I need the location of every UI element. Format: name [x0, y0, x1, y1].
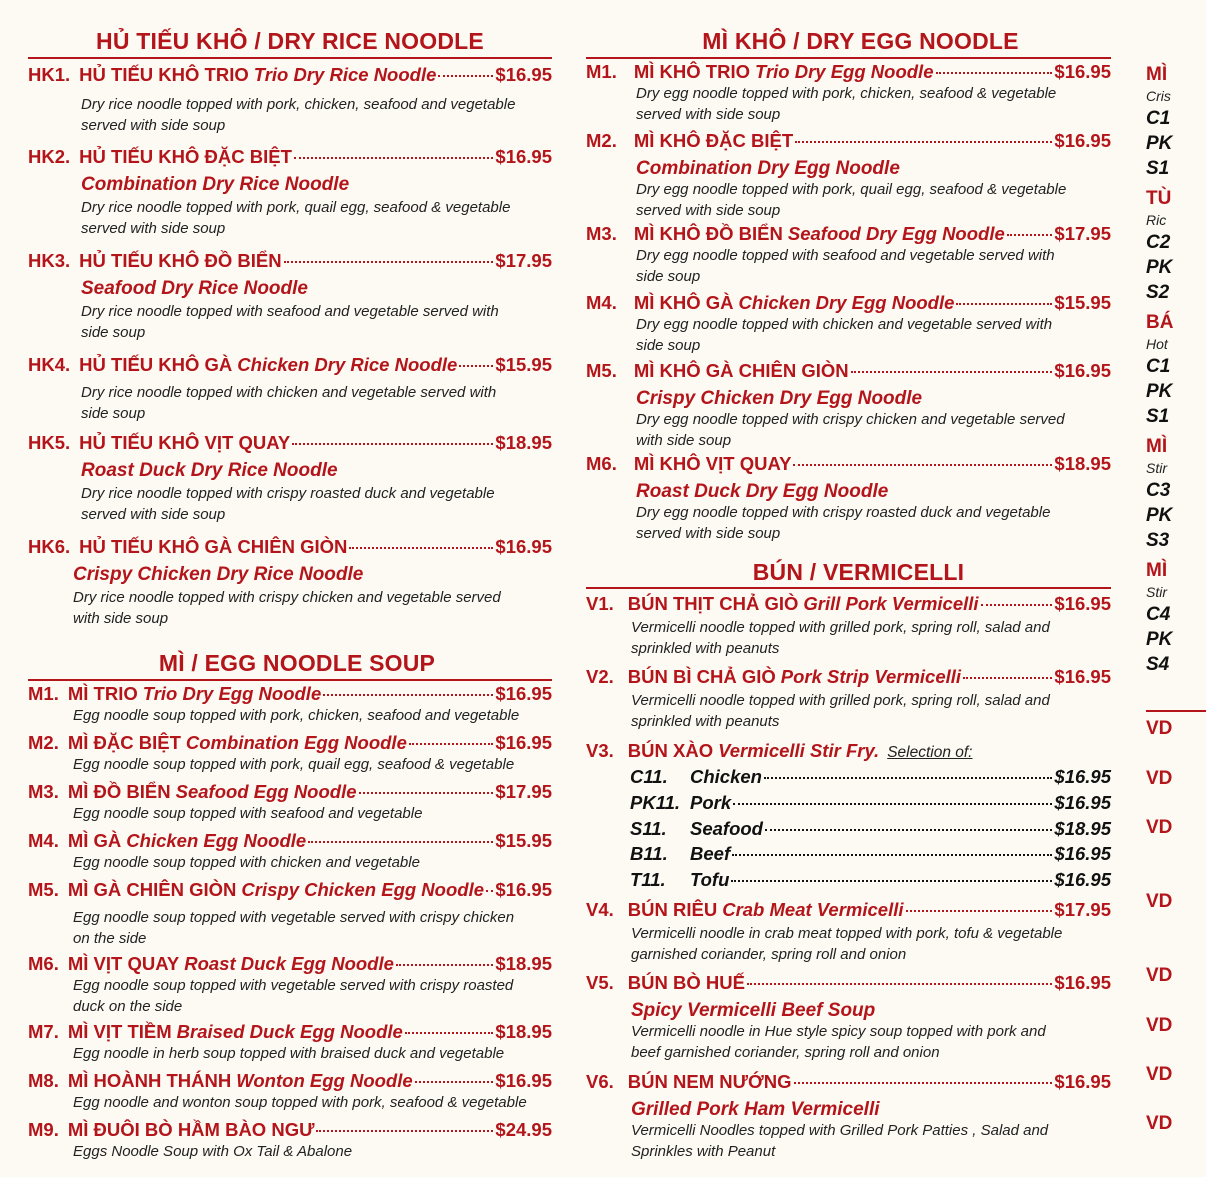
item-name-vn: MÌ KHÔ GÀ CHIÊN GIÒN	[633, 360, 849, 381]
item-name-vn: MÌ GÀ	[67, 830, 122, 851]
item-code: M1.	[28, 683, 59, 704]
cropped-text: Ric	[1146, 212, 1167, 228]
dot-leader	[764, 777, 1052, 779]
dot-leader	[396, 964, 493, 966]
item-price: $16.95	[1054, 130, 1111, 151]
option-price: $18.95	[1054, 818, 1111, 839]
item-code: M2.	[586, 130, 617, 151]
menu-item-v5	[586, 972, 1111, 1063]
menu-item-v2	[586, 666, 1111, 732]
cropped-code: VD	[1146, 768, 1173, 789]
item-name-vn: MÌ ĐẶC BIỆT	[67, 732, 181, 753]
item-name-vn: MÌ KHÔ ĐẶC BIỆT	[633, 130, 794, 151]
cropped-code: VD	[1146, 1064, 1173, 1085]
dot-leader	[981, 604, 1053, 606]
dot-leader	[795, 141, 1052, 143]
item-desc: beef garnished coriander, spring roll and onion	[631, 1044, 940, 1061]
cropped-code: S2	[1146, 282, 1170, 303]
cropped-code: VD	[1146, 891, 1173, 912]
dot-leader	[851, 371, 1053, 373]
item-name-vn: MÌ GÀ CHIÊN GIÒN	[67, 879, 237, 900]
item-desc: Egg noodle soup topped with vegetable served with crispy chicken	[73, 909, 515, 926]
item-desc: sprinkled with peanuts	[631, 713, 780, 730]
item-desc: with side soup	[73, 610, 169, 627]
item-price: $17.95	[1054, 223, 1111, 244]
dot-leader	[732, 854, 1052, 856]
item-price: $17.95	[495, 250, 552, 271]
section-rule	[1146, 710, 1206, 712]
cropped-code: VD	[1146, 965, 1173, 986]
item-name-vn: HỦ TIẾU KHÔ VỊT QUAY	[79, 432, 291, 453]
item-desc: served with side soup	[81, 506, 226, 523]
item-desc: Egg noodle soup topped with pork, quail egg, seafood & vegetable	[73, 756, 515, 773]
cropped-code: S4	[1146, 654, 1170, 675]
item-name-vn: HỦ TIẾU KHÔ GÀ CHIÊN GIÒN	[79, 536, 348, 557]
item-name-en: Braised Duck Egg Noodle	[176, 1021, 403, 1042]
item-desc: Dry egg noodle topped with seafood and vegetable served with	[636, 247, 1055, 264]
item-code: M5.	[28, 879, 59, 900]
cropped-code: C1	[1146, 108, 1171, 129]
menu-item-hk5	[28, 432, 552, 525]
option-price: $16.95	[1054, 869, 1111, 890]
item-desc: Egg noodle soup topped with seafood and vegetable	[73, 805, 423, 822]
option-row	[630, 843, 1111, 868]
item-price: $24.95	[495, 1119, 552, 1140]
option-name: Pork	[690, 792, 732, 813]
item-desc: served with side soup	[81, 220, 226, 237]
item-code: M4.	[28, 830, 59, 851]
option-row	[630, 818, 1111, 843]
cropped-text: Cris	[1146, 88, 1171, 104]
item-name-vn: MÌ ĐỒ BIỂN	[67, 781, 171, 802]
cropped-code: VD	[1146, 817, 1173, 838]
item-name-en: Seafood Dry Rice Noodle	[81, 278, 308, 299]
menu-item-m2-soup	[28, 732, 552, 775]
item-desc: Vermicelli noodle topped with grilled pork, spring roll, salad and	[631, 619, 1050, 636]
option-price: $16.95	[1054, 766, 1111, 787]
menu-item-hk2	[28, 146, 552, 239]
dot-leader	[284, 261, 494, 263]
item-name-en: Crispy Chicken Dry Rice Noodle	[73, 564, 364, 585]
item-price: $18.95	[495, 432, 552, 453]
cropped-code: VD	[1146, 718, 1173, 739]
item-code: HK1.	[28, 64, 71, 85]
item-name-en: Wonton Egg Noodle	[236, 1070, 413, 1091]
item-code: M9.	[28, 1119, 59, 1140]
item-price: $16.95	[495, 683, 552, 704]
option-code: C11.	[630, 766, 668, 787]
item-name-vn: MÌ HOÀNH THÁNH	[67, 1070, 232, 1091]
item-price: $17.95	[495, 781, 552, 802]
item-code: M6.	[586, 453, 617, 474]
item-price: $15.95	[495, 354, 552, 375]
item-desc: Vermicelli Noodles topped with Grilled Pork Patties , Salad and	[631, 1122, 1049, 1139]
dot-leader	[292, 443, 493, 445]
item-name-vn: BÚN BÌ CHẢ GIÒ	[627, 666, 776, 687]
cropped-code: S1	[1146, 158, 1170, 179]
dot-leader	[316, 1130, 493, 1132]
menu-item-m4-soup	[28, 830, 552, 873]
section-rule	[586, 57, 1111, 59]
item-name-vn: HỦ TIẾU KHÔ TRIO	[79, 64, 249, 85]
dot-leader	[323, 694, 493, 696]
cropped-text: Stir	[1146, 460, 1167, 476]
option-code: T11.	[630, 869, 666, 890]
menu-item-hk6	[28, 536, 552, 629]
item-name-en: Crispy Chicken Egg Noodle	[241, 879, 485, 900]
item-desc: served with side soup	[636, 202, 781, 219]
item-desc: Dry rice noodle topped with crispy chicken and vegetable served	[73, 589, 501, 606]
item-name-vn: HỦ TIẾU KHÔ ĐỒ BIỂN	[79, 250, 282, 271]
item-code: V5.	[586, 972, 614, 993]
dot-leader	[349, 547, 493, 549]
cropped-heading: TÙ	[1146, 188, 1172, 209]
item-name-en: Seafood Egg Noodle	[175, 781, 357, 802]
menu-item-v1	[586, 593, 1111, 659]
menu-item-hk4	[28, 354, 552, 424]
item-name-en: Crispy Chicken Dry Egg Noodle	[636, 388, 923, 409]
option-name: Beef	[690, 843, 731, 864]
item-code: V1.	[586, 593, 614, 614]
item-name-en: Crab Meat Vermicelli	[722, 899, 904, 920]
item-code: M3.	[586, 223, 617, 244]
item-desc: served with side soup	[636, 106, 781, 123]
item-price: $18.95	[495, 953, 552, 974]
item-code: HK6.	[28, 536, 71, 557]
menu-item-m4-dry	[586, 292, 1111, 356]
item-name-vn: BÚN XÀO	[627, 740, 714, 761]
dot-leader	[1007, 234, 1053, 236]
section-title-dry-rice-noodle: HỦ TIẾU KHÔ / DRY RICE NOODLE	[96, 28, 484, 54]
cropped-code: PK	[1146, 257, 1173, 278]
item-name-en: Trio Dry Rice Noodle	[253, 64, 437, 85]
item-price: $15.95	[1054, 292, 1111, 313]
item-code: HK3.	[28, 250, 71, 271]
item-name-en: Pork Strip Vermicelli	[780, 666, 962, 687]
item-code: M1.	[586, 61, 617, 82]
item-code: M2.	[28, 732, 59, 753]
item-desc: Dry egg noodle topped with pork, chicken, seafood & vegetable	[636, 85, 1057, 102]
selection-label: Selection of:	[887, 744, 973, 761]
dot-leader	[793, 464, 1052, 466]
item-code: M4.	[586, 292, 617, 313]
item-name-vn: MÌ KHÔ GÀ	[633, 292, 734, 313]
menu-item-m5-soup	[28, 879, 552, 949]
cropped-code: C2	[1146, 232, 1171, 253]
item-name-vn: MÌ KHÔ VỊT QUAY	[633, 453, 792, 474]
item-desc: with side soup	[636, 432, 732, 449]
option-code: PK11.	[630, 792, 681, 813]
item-name-en: Trio Dry Egg Noodle	[142, 683, 322, 704]
cropped-code: PK	[1146, 133, 1173, 154]
item-desc: Sprinkles with Peanut	[631, 1143, 776, 1160]
dot-leader	[438, 75, 493, 77]
item-desc: served with side soup	[636, 525, 781, 542]
item-desc: side soup	[636, 337, 701, 354]
menu-item-m6-dry	[586, 453, 1111, 544]
item-desc: Dry egg noodle topped with chicken and vegetable served with	[636, 316, 1053, 333]
item-price: $16.95	[495, 64, 552, 85]
item-price: $16.95	[1054, 61, 1111, 82]
cropped-text: Hot	[1146, 336, 1168, 352]
cropped-code: C1	[1146, 356, 1171, 377]
section-title-vermicelli: BÚN / VERMICELLI	[752, 559, 965, 585]
item-price: $16.95	[495, 536, 552, 557]
item-name-vn: MÌ KHÔ ĐỒ BIỂN	[633, 223, 783, 244]
item-code: M3.	[28, 781, 59, 802]
item-name-vn: MÌ VỊT QUAY	[67, 953, 180, 974]
item-price: $16.95	[1054, 360, 1111, 381]
item-price: $16.95	[1054, 666, 1111, 687]
dot-leader	[747, 983, 1052, 985]
dot-leader	[409, 743, 494, 745]
menu-item-v4	[586, 899, 1111, 965]
cropped-code: PK	[1146, 381, 1173, 402]
item-name-en: Combination Egg Noodle	[185, 732, 407, 753]
item-price: $18.95	[1054, 453, 1111, 474]
menu-item-m9-soup	[28, 1119, 552, 1162]
option-row	[630, 869, 1111, 894]
item-name-vn: MÌ KHÔ TRIO	[633, 61, 750, 82]
cropped-text: Stir	[1146, 584, 1167, 600]
item-price: $16.95	[495, 1070, 552, 1091]
item-name-en: Spicy Vermicelli Beef Soup	[631, 1000, 876, 1021]
option-name: Seafood	[690, 818, 763, 839]
cropped-heading: MÌ	[1146, 436, 1168, 457]
item-code: M8.	[28, 1070, 59, 1091]
cropped-heading: MÌ	[1146, 64, 1168, 85]
dot-leader	[731, 880, 1052, 882]
item-price: $17.95	[1054, 899, 1111, 920]
menu-item-hk1	[28, 64, 552, 136]
item-name-en: Roast Duck Dry Rice Noodle	[81, 460, 338, 481]
item-code: HK5.	[28, 432, 71, 453]
item-code: V3.	[586, 740, 614, 761]
dot-leader	[294, 157, 494, 159]
cropped-code: S1	[1146, 406, 1170, 427]
cropped-code: VD	[1146, 1015, 1173, 1036]
dot-leader	[405, 1032, 494, 1034]
option-row	[630, 792, 1111, 817]
item-name-vn: BÚN THỊT CHẢ GIÒ	[627, 593, 799, 614]
item-desc: Egg noodle soup topped with chicken and vegetable	[73, 854, 420, 871]
item-desc: Egg noodle soup topped with vegetable served with crispy roasted	[73, 977, 514, 994]
item-name-en: Roast Duck Egg Noodle	[184, 953, 394, 974]
item-code: V4.	[586, 899, 614, 920]
cropped-code: PK	[1146, 505, 1173, 526]
cropped-heading: BÁ	[1146, 312, 1174, 333]
item-price: $16.95	[495, 879, 552, 900]
dot-leader	[906, 910, 1053, 912]
menu-item-m7-soup	[28, 1021, 552, 1064]
item-desc: Dry rice noodle topped with crispy roasted duck and vegetable	[81, 485, 495, 502]
item-name-vn: HỦ TIẾU KHÔ ĐẶC BIỆT	[79, 146, 292, 167]
section-rule	[28, 679, 552, 681]
item-code: V6.	[586, 1071, 614, 1092]
item-desc: Egg noodle soup topped with pork, chicken, seafood and vegetable	[73, 707, 520, 724]
item-code: M5.	[586, 360, 617, 381]
cropped-code: PK	[1146, 629, 1173, 650]
item-price: $16.95	[1054, 1071, 1111, 1092]
item-name-vn: MÌ VỊT TIỀM	[67, 1021, 172, 1042]
item-name-en: Chicken Egg Noodle	[126, 830, 307, 851]
menu-item-v6	[586, 1071, 1111, 1162]
dot-leader	[459, 365, 493, 367]
item-name-vn: BÚN BÒ HUẾ	[627, 972, 745, 993]
dot-leader	[956, 303, 1052, 305]
item-name-en: Trio Dry Egg Noodle	[754, 61, 934, 82]
option-price: $16.95	[1054, 792, 1111, 813]
item-desc: side soup	[636, 268, 701, 285]
item-desc: Dry rice noodle topped with seafood and vegetable served with	[81, 303, 499, 320]
option-price: $16.95	[1054, 843, 1111, 864]
option-code: B11.	[630, 843, 668, 864]
dot-leader	[936, 72, 1053, 74]
section-rule	[586, 587, 1111, 589]
item-desc: Dry rice noodle topped with chicken and vegetable served with	[81, 384, 497, 401]
item-name-en: Combination Dry Rice Noodle	[81, 174, 350, 195]
dot-leader	[963, 677, 1052, 679]
item-name-vn: BÚN RIÊU	[627, 899, 718, 920]
item-name-en: Seafood Dry Egg Noodle	[787, 223, 1005, 244]
menu-item-m2-dry	[586, 130, 1111, 221]
dot-leader	[415, 1081, 494, 1083]
dot-leader	[794, 1082, 1053, 1084]
item-desc: Vermicelli noodle in Hue style spicy soup topped with pork and	[631, 1023, 1046, 1040]
item-desc: Dry rice noodle topped with pork, chicken, seafood and vegetable	[81, 96, 516, 113]
menu-item-v3	[586, 740, 1111, 766]
menu-item-m1-dry	[586, 61, 1111, 125]
item-price: $18.95	[495, 1021, 552, 1042]
item-code: HK4.	[28, 354, 71, 375]
item-desc: Dry egg noodle topped with pork, quail egg, seafood & vegetable	[636, 181, 1067, 198]
item-desc: side soup	[81, 324, 146, 341]
item-desc: side soup	[81, 405, 146, 422]
item-desc: served with side soup	[81, 117, 226, 134]
item-desc: Dry rice noodle topped with pork, quail egg, seafood & vegetable	[81, 199, 511, 216]
dot-leader	[765, 829, 1052, 831]
item-name-en: Combination Dry Egg Noodle	[636, 158, 900, 179]
cropped-heading: MÌ	[1146, 560, 1168, 581]
menu-item-hk3	[28, 250, 552, 343]
dot-leader	[308, 841, 493, 843]
option-name: Tofu	[690, 869, 730, 890]
section-rule	[28, 57, 552, 59]
menu-item-m8-soup	[28, 1070, 552, 1113]
menu-item-m3-soup	[28, 781, 552, 824]
item-desc: Dry egg noodle topped with crispy roasted duck and vegetable	[636, 504, 1051, 521]
option-row	[630, 766, 1111, 791]
item-code: M7.	[28, 1021, 59, 1042]
item-price: $16.95	[1054, 972, 1111, 993]
dot-leader	[359, 792, 494, 794]
item-name-en: Chicken Dry Rice Noodle	[237, 354, 458, 375]
menu-item-m6-soup	[28, 953, 552, 1017]
item-name-vn: HỦ TIẾU KHÔ GÀ	[79, 354, 233, 375]
cropped-code: S3	[1146, 530, 1170, 551]
item-price: $16.95	[495, 732, 552, 753]
item-name-en: Grill Pork Vermicelli	[803, 593, 979, 614]
item-name-vn: MÌ TRIO	[67, 683, 138, 704]
cropped-code: C3	[1146, 480, 1171, 501]
item-name-en: Vermicelli Stir Fry.	[718, 740, 880, 761]
item-desc: Eggs Noodle Soup with Ox Tail & Abalone	[73, 1143, 353, 1160]
item-desc: Egg noodle and wonton soup topped with pork, seafood & vegetable	[73, 1094, 527, 1111]
section-title-egg-noodle-soup: MÌ / EGG NOODLE SOUP	[158, 650, 436, 676]
dot-leader	[486, 890, 493, 892]
cropped-code: VD	[1146, 1113, 1173, 1134]
item-name-vn: MÌ ĐUÔI BÒ HẦM BÀO NGƯ	[67, 1119, 315, 1140]
item-name-en: Grilled Pork Ham Vermicelli	[631, 1099, 880, 1120]
item-code: M6.	[28, 953, 59, 974]
item-code: HK2.	[28, 146, 71, 167]
item-desc: duck on the side	[73, 998, 183, 1015]
item-desc: Dry egg noodle topped with crispy chicken and vegetable served	[636, 411, 1065, 428]
item-desc: on the side	[73, 930, 147, 947]
section-title-dry-egg-noodle: MÌ KHÔ / DRY EGG NOODLE	[702, 28, 1019, 54]
item-desc: Vermicelli noodle topped with grilled pork, spring roll, salad and	[631, 692, 1050, 709]
item-name-vn: BÚN NEM NƯỚNG	[627, 1071, 792, 1092]
item-desc: Egg noodle in herb soup topped with braised duck and vegetable	[73, 1045, 505, 1062]
menu-item-m1-soup	[28, 683, 552, 726]
dot-leader	[733, 803, 1052, 805]
item-desc: sprinkled with peanuts	[631, 640, 780, 657]
item-name-en: Roast Duck Dry Egg Noodle	[636, 481, 889, 502]
menu-item-m3-dry	[586, 223, 1111, 287]
option-name: Chicken	[690, 766, 762, 787]
menu-item-m5-dry	[586, 360, 1111, 451]
item-price: $15.95	[495, 830, 552, 851]
item-name-en: Chicken Dry Egg Noodle	[738, 292, 955, 313]
item-code: V2.	[586, 666, 614, 687]
item-desc: garnished coriander, spring roll and onion	[631, 946, 907, 963]
option-code: S11.	[630, 818, 667, 839]
item-desc: Vermicelli noodle in crab meat topped with pork, tofu & vegetable	[631, 925, 1063, 942]
item-price: $16.95	[1054, 593, 1111, 614]
item-price: $16.95	[495, 146, 552, 167]
cropped-code: C4	[1146, 604, 1171, 625]
